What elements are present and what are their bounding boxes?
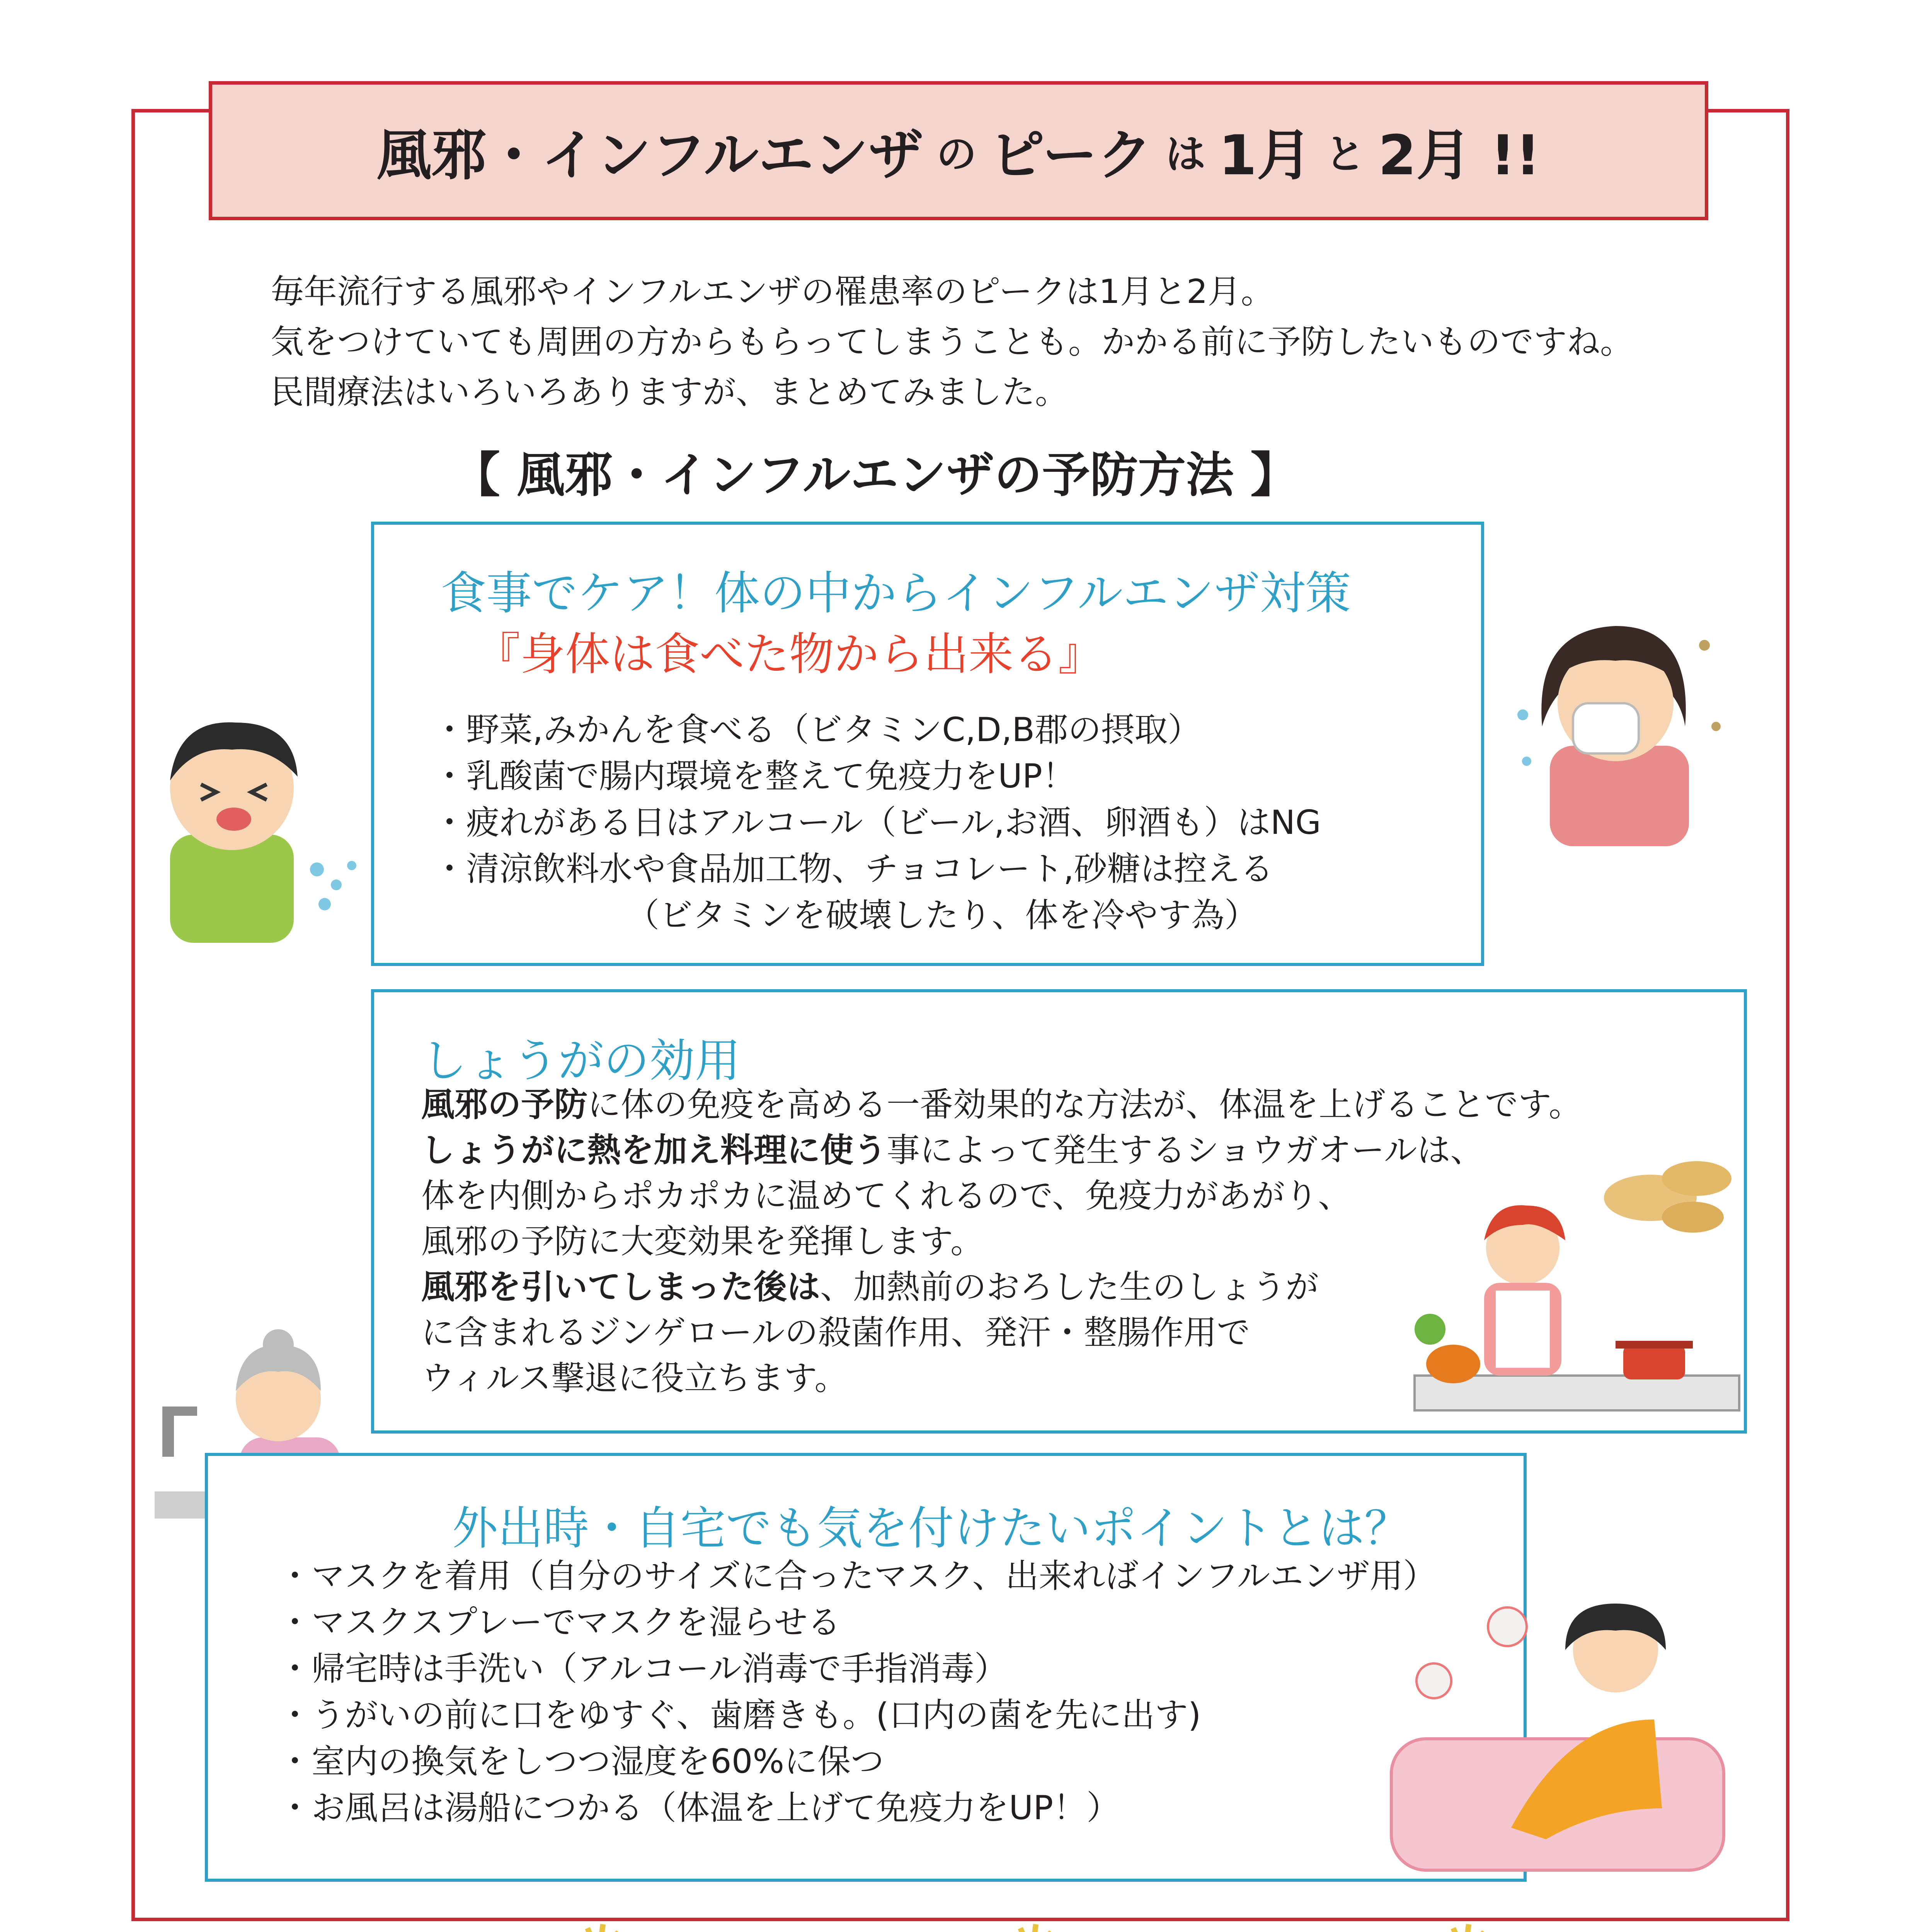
diet-item: ・野菜,みかんを食べる（ビタミンC,D,B郡の摂取） (433, 711, 1201, 749)
title-wa: は (1165, 131, 1206, 178)
points-item: ・うがいの前に口をゆすぐ、歯磨きも。(口内の菌を先に出す) (278, 1696, 1201, 1735)
points-item: ・マスクスプレーでマスクを湿らせる (278, 1603, 841, 1642)
bathing-woman-icon (1384, 1592, 1731, 1886)
diet-care-title: 食事でケア！体の中からインフルエンザ対策 (441, 566, 1351, 620)
new-year-ornament-icon (348, 1917, 1623, 1932)
ginger-line: ウィルス撃退に役立ちます。 (421, 1359, 848, 1398)
diet-item: ・疲れがある日はアルコール（ビール,お酒、卵酒も）はNG (433, 803, 1321, 842)
ginger-line: しょうがに熱を加え料理に使う事によって発生するショウガオールは、 (421, 1131, 1484, 1170)
cooking-woman-icon (1407, 1190, 1747, 1422)
diet-item-note: （ビタミンを破壊したり、体を冷やす為） (626, 896, 1258, 935)
points-title: 外出時・自宅でも気を付けたいポイントとは？ (452, 1502, 1410, 1555)
title-no: の (936, 131, 977, 178)
ginger-title: しょうがの効用 (421, 1034, 741, 1087)
points-item: ・お風呂は湯船につかる（体温を上げて免疫力をUP！） (278, 1789, 1120, 1827)
title-part2: ピーク (989, 124, 1153, 187)
title-month1: 1月 (1219, 124, 1312, 187)
sneezing-boy-icon (155, 703, 379, 943)
points-item: ・帰宅時は手洗い（アルコール消毒で手指消毒） (278, 1650, 1008, 1688)
diet-item: ・乳酸菌で腸内環境を整えて免疫力をUP！ (433, 757, 1076, 796)
ginger-line: に含まれるジンゲロールの殺菌作用、発汗・整腸作用で (421, 1313, 1250, 1352)
diet-item: ・清涼飲料水や食品加工物、チョコレート,砂糖は控える (433, 850, 1273, 888)
ginger-line: 風邪を引いてしまった後は、加熱前のおろした生のしょうが (421, 1268, 1319, 1306)
title-month2: 2月 !! (1378, 124, 1541, 187)
intro-line: 毎年流行する風邪やインフルエンザの罹患率のピークは1月と2月。 (271, 272, 1274, 311)
diet-care-subtitle: 『身体は食べた物から出来る』 (475, 628, 1103, 680)
intro-line: 民間療法はいろいろありますが、まとめてみました。 (271, 373, 1068, 412)
title-to: と (1325, 131, 1365, 178)
ginger-line: 風邪の予防に大変効果を発揮します。 (421, 1222, 984, 1261)
intro-line: 気をつけていても周囲の方からもらってしまうことも。かかる前に予防したいものですね。 (271, 323, 1633, 361)
ginger-line: 体を内側からポカポカに温めてくれるので、免疫力があがり、 (421, 1177, 1352, 1215)
prevention-heading: 【 風邪・インフルエンザの予防方法 】 (452, 447, 1299, 503)
points-item: ・室内の換気をしつつ湿度を60%に保つ (278, 1742, 884, 1781)
mask-woman-icon (1492, 599, 1731, 846)
points-item: ・マスクを着用（自分のサイズに合ったマスク、出来ればインフルエンザ用） (278, 1557, 1437, 1595)
title-banner (209, 81, 1708, 220)
ginger-line: 風邪の予防に体の免疫を高める一番効果的な方法が、体温を上げることです。 (421, 1085, 1582, 1124)
title-part1: 風邪・インフルエンザ (376, 124, 923, 187)
